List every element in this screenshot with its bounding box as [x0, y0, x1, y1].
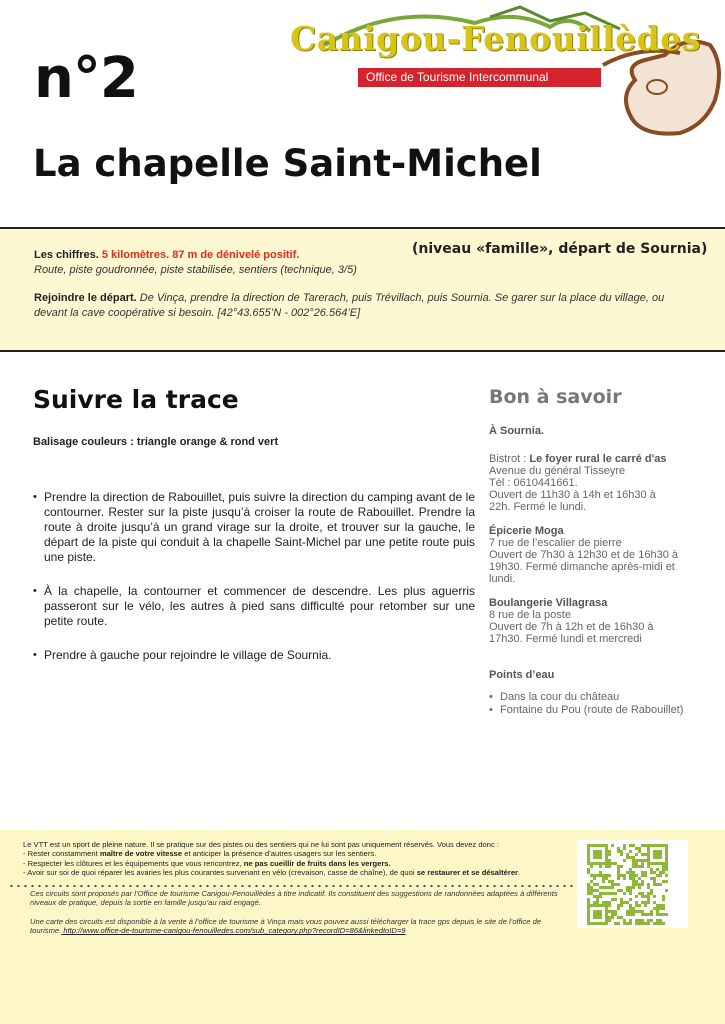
list-item: • Prendre à gauche pour rejoindre le village de Sournia.	[33, 648, 475, 663]
start-text: De Vinça, prendre la direction de Tarerach, puis Trévillach, puis Sournia. Se garer sur la place du village, ou devant la cave coopérative si besoin. [42°43.655’N - 002°26.564’E]	[34, 292, 665, 319]
page-title: La chapelle Saint-Michel	[33, 142, 542, 185]
trail-markings: Balisage couleurs : triangle orange & rond vert	[33, 436, 279, 448]
start-label: Rejoindre le départ.	[34, 292, 137, 304]
rule-speed: - Rester constamment maître de votre vitesse et anticiper la présence d’autres usagers sur les sentiers.	[23, 849, 377, 859]
list-item: • Prendre la direction de Rabouillet, puis suivre la direction du camping avant de le contourner. Rester sur la piste jusqu’à croiser la route de Rabouillet. Prendre la route à droite jusqu’à un grand virage sur la droite, et trouver sur la gauche, le départ de la piste qui conduit à la chapelle Saint-Michel par une petite route puis une piste.	[33, 490, 475, 565]
epicerie-detail: lundi.	[489, 573, 516, 585]
list-item: • À la chapelle, la contourner et commencer de descendre. Les plus aguerris passeront sur le vélo, les autres à pied sans difficulté pour retomber sur une petite route.	[33, 584, 475, 629]
boulangerie-detail: 17h30. Fermé lundi et mercredi	[489, 633, 642, 645]
boulangerie-detail: Ouvert de 7h à 12h et de 16h30 à	[489, 621, 654, 633]
qr-code	[577, 840, 688, 928]
dotted-divider	[8, 884, 578, 888]
route-number: n°2	[34, 46, 138, 111]
place-label: À Sournia.	[489, 425, 545, 437]
note-map: Une carte des circuits est disponible à la vente à l’office de tourisme à Vinça mais vous pouvez aussi télécharger la trace gps depuis le site de l’office de tourisme. http://www.office-de-tourisme-canigou-fenouilledes.com/sub_category.php?recordID=86&linkedtoID=9	[30, 916, 542, 936]
water-heading: Points d’eau	[489, 669, 555, 681]
section-heading: Suivre la trace	[33, 385, 239, 414]
sidebar-info	[489, 425, 689, 681]
bistrot-detail: Avenue du général Tisseyre	[489, 465, 626, 477]
footer-rules	[23, 840, 568, 878]
figures-value: 5 kilomètres. 87 m de dénivelé positif.	[101, 249, 300, 261]
figures-label: Les chiffres.	[34, 249, 99, 261]
epicerie-detail: Ouvert de 7h30 à 12h30 et de 16h30 à	[489, 549, 678, 561]
epicerie-name: Épicerie Moga	[489, 525, 564, 537]
rule-repair: - Avoir sur soi de quoi réparer les avaries les plus courantes survenant en vélo (crevaison, casse de chaîne), de quoi se restaurer et se désaltérer.	[23, 868, 521, 878]
tourism-office-logo	[285, 5, 725, 140]
footer-notes	[30, 889, 570, 936]
bistrot-detail: Tél : 0610441661.	[489, 477, 578, 489]
figures-block	[34, 248, 404, 278]
qr-code-icon	[577, 840, 688, 928]
bistrot-detail: 22h. Fermé le lundi.	[489, 501, 587, 513]
water-points	[489, 691, 683, 717]
list-item: • Dans la cour du château	[489, 691, 683, 704]
boulangerie-name: Boulangerie Villagrasa	[489, 597, 608, 609]
boulangerie-detail: 8 rue de la poste	[489, 609, 571, 621]
route-steps	[33, 490, 475, 682]
logo-subtitle: Office de Tourisme Intercommunal	[358, 68, 601, 87]
epicerie-detail: 19h30. Fermé dimanche après-midi et	[489, 561, 675, 573]
bistrot-name: Le foyer rural le carré d'as	[529, 453, 667, 465]
epicerie-detail: 7 rue de l’escalier de pierre	[489, 537, 622, 549]
start-directions	[34, 291, 694, 321]
bistrot-line: Bistrot : Le foyer rural le carré d'as	[489, 453, 667, 465]
logo-name: Canigou-Fenouillèdes	[290, 19, 701, 58]
note-suggestions: Ces circuits sont proposés par l’Office de tourisme Canigou-Fenouillèdes à titre indicatif. Ils constituent des suggestions de randonnées adaptées à différents niveaux de pratique, depuis la sortie en famille jusqu’au raid engagé.	[30, 889, 558, 908]
footer-intro: Le VTT est un sport de pleine nature. Il se pratique sur des pistes ou des sentiers qui ne lui sont pas uniquement réservés. Vous devez donc :	[23, 840, 500, 849]
level-text: (niveau «famille», départ de Sournia)	[412, 241, 708, 257]
bistrot-detail: Ouvert de 11h30 à 14h et 16h30 à	[489, 489, 656, 501]
rule-fences: - Respecter les clôtures et les équipements que vous rencontrez, ne pas cueillir de fruits dans les vergers.	[23, 858, 391, 868]
terrain-text: Route, piste goudronnée, piste stabilisée, sentiers (technique, 3/5)	[34, 264, 357, 276]
sidebar-heading: Bon à savoir	[489, 386, 622, 408]
gps-download-link[interactable]: http://www.office-de-tourisme-canigou-fenouilledes.com/sub_category.php?recordID=86&linkedtoID=9	[61, 926, 406, 936]
list-item: • Fontaine du Pou (route de Rabouillet)	[489, 704, 683, 717]
